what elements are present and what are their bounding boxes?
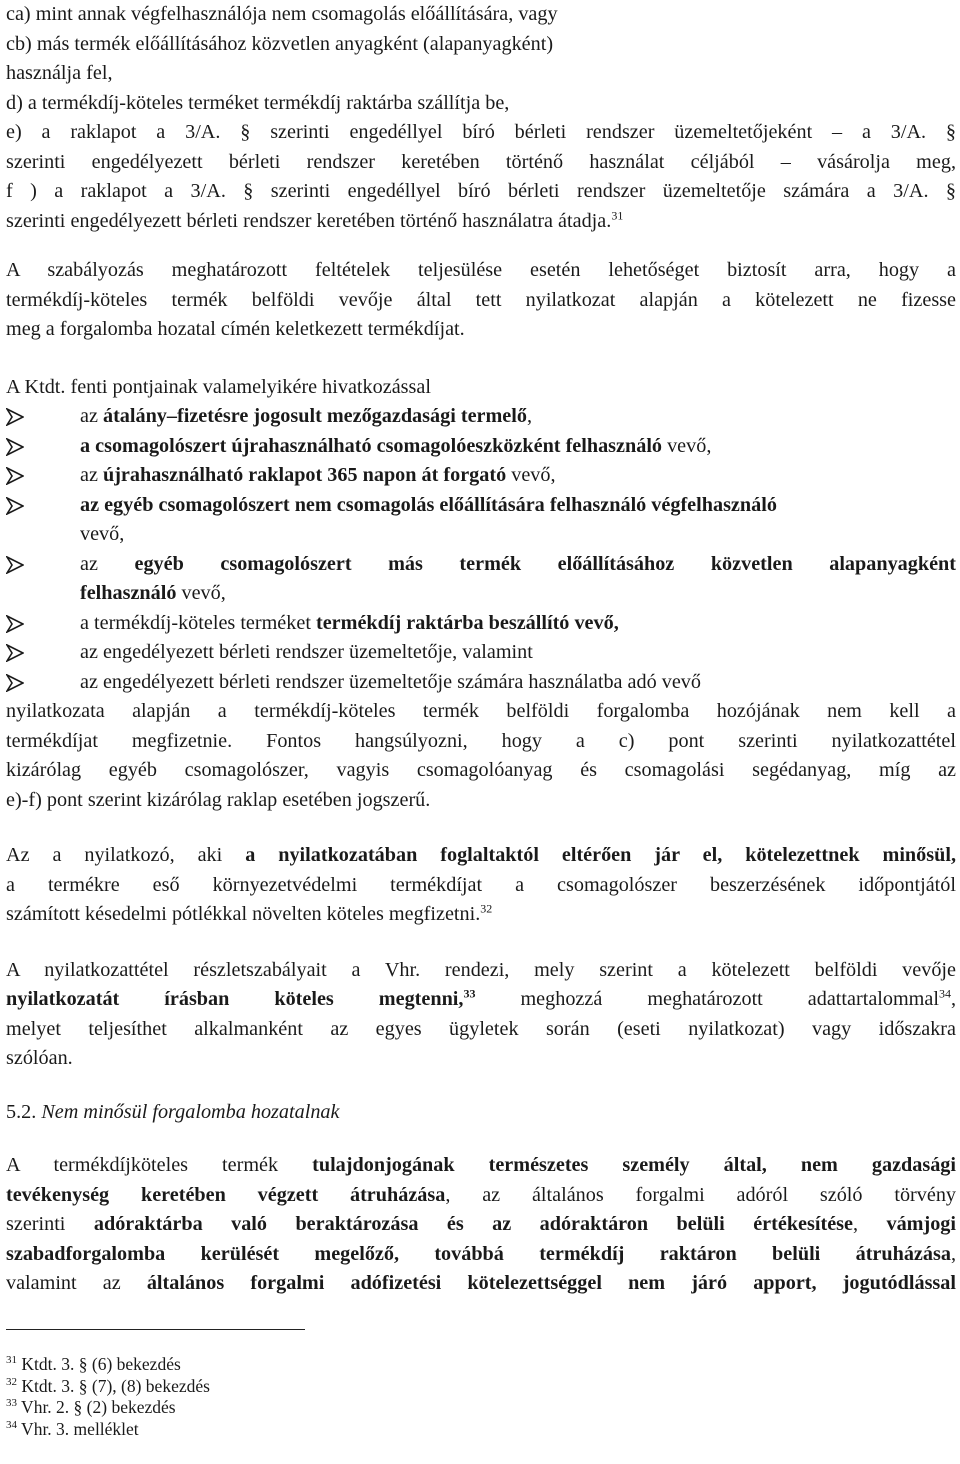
footnote-text: Vhr. 2. § (2) bekezdés xyxy=(17,1397,176,1417)
bullet-bold: az egyéb csomagolószert nem csomagolás előállítására felhasználó végfelhasználó xyxy=(80,493,777,516)
section-number: 5.2. xyxy=(6,1100,37,1123)
arrowhead-bullet-icon xyxy=(6,467,24,485)
para5-bold: tulajdonjogának természetes személy által, nem gazdasági xyxy=(312,1154,956,1176)
arrowhead-bullet-icon xyxy=(6,615,24,633)
bullet-pre: az engedélyezett bérleti rendszer üzemeltetője számára használatba adó vevő xyxy=(80,670,701,693)
footnote-text: Ktdt. 3. § (6) bekezdés xyxy=(17,1354,181,1374)
para4-post: meghozzá meghatározott adattartalommal xyxy=(475,988,939,1010)
footnote-34 xyxy=(6,1419,606,1441)
bullet-bold: újrahasználható raklapot 365 napon át forgató xyxy=(102,464,507,486)
para5-line xyxy=(6,1269,956,1299)
para3-line: a termékre eső környezetvédelmi termékdíjat a csomagolószer beszerzésének időpontjától xyxy=(6,873,956,896)
para3-bold: a nyilatkozatában foglaltaktól eltérően jár el, kötelezettnek minősül, xyxy=(245,844,956,866)
bullet-item xyxy=(6,609,956,639)
para3-pre: Az a nyilatkozó, aki xyxy=(6,844,246,866)
bullet-item xyxy=(6,668,956,698)
bullet-cont: vevő, xyxy=(80,523,125,545)
arrowhead-bullet-icon xyxy=(6,556,24,574)
para5-bold: szabadforgalomba kerülését megelőző, továbbá termékdíj raktáron belüli átruházása xyxy=(6,1242,951,1265)
para5-pre: valamint az xyxy=(6,1272,147,1294)
bullet-item xyxy=(6,461,956,491)
para5-line xyxy=(6,1210,956,1240)
para5-bold: tevékenység keretében végzett átruházása xyxy=(6,1183,446,1206)
footnote-num: 32 xyxy=(6,1375,17,1388)
bullet-cont-post: vevő, xyxy=(176,582,226,604)
section-heading xyxy=(6,1098,956,1128)
item-f: f ) a raklapot a 3/A. § szerinti engedéllyel bíró bérleti rendszer üzemeltetője számára a 3/A. § xyxy=(6,180,956,202)
footnote-ref-32[interactable]: 32 xyxy=(480,901,493,916)
bullet-pre: az engedélyezett bérleti rendszer üzemeltetője, valamint xyxy=(80,641,533,663)
para4-line xyxy=(6,985,956,1015)
para4-bold: nyilatkozatát írásban köteles megtenni, xyxy=(6,988,464,1010)
para1-line: meg a forgalomba hozatal címén keletkezett termékdíjat. xyxy=(6,318,465,340)
footnote-text: Vhr. 3. melléklet xyxy=(17,1418,139,1439)
item-e: e) a raklapot a 3/A. § szerinti engedéllyel bíró bérleti rendszer üzemeltetőjeként – a 3/A. § xyxy=(6,121,956,143)
bullet-post: vevő, xyxy=(662,434,712,457)
para5-line xyxy=(6,1181,956,1211)
para5-pre: A termékdíjköteles termék xyxy=(6,1154,313,1176)
para1-line: termékdíj-köteles termék belföldi vevője által tett nyilatkozat alapján a kötelezett ne fizesse xyxy=(6,288,956,311)
footnote-num: 31 xyxy=(6,1354,17,1367)
bullet-bold: a csomagolószert újrahasználható csomagolóeszközként felhasználó xyxy=(80,434,663,457)
para2-line: kizárólag egyéb csomagolószer, vagyis csomagolóanyag és csomagolási segédanyag, míg az xyxy=(6,759,956,781)
para5-bold: általános forgalmi adófizetési kötelezettséggel nem járó apport, jogutódlással xyxy=(146,1272,956,1294)
bullet-post: , xyxy=(526,405,533,427)
footnote-31 xyxy=(6,1354,606,1376)
footnote-divider xyxy=(6,1329,305,1330)
para1-line: A szabályozás meghatározott feltételek teljesülése esetén lehetőséget biztosít arra, hogy a xyxy=(6,259,956,281)
footnote-text: Ktdt. 3. § (7), (8) bekezdés xyxy=(17,1375,210,1396)
para5-post: , xyxy=(950,1242,956,1265)
item-f-cont-text: szerinti engedélyezett bérleti rendszer keretében történő használatra átadja. xyxy=(6,209,612,232)
para4-line: A nyilatkozattétel részletszabályait a Vhr. rendezi, mely szerint a kötelezett belföldi vevője xyxy=(6,958,956,981)
footnote-num: 34 xyxy=(6,1418,17,1431)
main-text xyxy=(6,0,956,1299)
para5-post: , xyxy=(852,1213,887,1235)
footnote-ref-34[interactable]: 34 xyxy=(938,986,951,1001)
item-ca: ca) mint annak végfelhasználója nem csomagolás előállítására, vagy xyxy=(6,3,558,25)
para5-bold: vámjogi xyxy=(886,1213,956,1235)
para3-text: számított késedelmi pótlékkal növelten köteles megfizetni. xyxy=(6,903,481,925)
item-d: d) a termékdíj-köteles terméket termékdíj raktárba szállítja be, xyxy=(6,91,510,114)
footnote-33 xyxy=(6,1397,606,1419)
section-title: Nem minősül forgalomba hozatalnak xyxy=(41,1100,340,1123)
bullet-bold: egyéb csomagolószert más termék előállításához közvetlen alapanyagként xyxy=(134,552,956,575)
para3-line xyxy=(6,900,956,930)
bullet-cont-bold: felhasználó xyxy=(80,582,177,604)
bullet-bold: átalány–fizetésre jogosult mezőgazdasági termelő xyxy=(102,405,527,427)
bullet-pre: az xyxy=(80,405,103,427)
bullet-item xyxy=(6,491,956,521)
arrowhead-bullet-icon xyxy=(6,674,24,692)
bullet-item xyxy=(6,638,956,668)
item-e-cont: szerinti engedélyezett bérleti rendszer keretében történő használat céljából – vásárolja meg, xyxy=(6,150,956,173)
para4-line: melyet teljesíthet alkalmanként az egyes ügyletek során (eseti nyilatkozat) vagy időszakra xyxy=(6,1017,956,1040)
bullet-cont xyxy=(6,579,956,609)
para5-bold: adóraktárba való beraktározása és az adóraktáron belüli értékesítése xyxy=(93,1213,853,1235)
bullet-pre: az xyxy=(80,464,103,486)
item-cb-cont: használja fel, xyxy=(6,62,113,84)
para2-line: termékdíjat megfizetnie. Fontos hangsúlyozni, hogy a c) pont szerinti nyilatkozattétel xyxy=(6,729,956,752)
arrowhead-bullet-icon xyxy=(6,408,24,426)
ktdt-intro: A Ktdt. fenti pontjainak valamelyikére hivatkozással xyxy=(6,375,431,398)
bullet-post: vevő, xyxy=(506,464,556,486)
footnotes xyxy=(6,1354,606,1440)
bullet-bold: termékdíj raktárba beszállító vevő, xyxy=(315,611,619,634)
bullet-item xyxy=(6,432,956,462)
para3-line xyxy=(6,841,956,871)
para5-pre: szerinti xyxy=(6,1213,94,1235)
para2-line: nyilatkozata alapján a termékdíj-köteles termék belföldi forgalomba hozójának nem kell a xyxy=(6,700,956,722)
footnote-ref-33[interactable]: 33 xyxy=(463,986,476,1001)
bullet-pre: a termékdíj-köteles terméket xyxy=(80,611,316,634)
bullet-item xyxy=(6,550,956,580)
bullet-pre: az xyxy=(80,552,135,575)
item-cb: cb) más termék előállításához közvetlen anyagként (alapanyagként) xyxy=(6,32,554,55)
para4-line: szólóan. xyxy=(6,1047,73,1069)
para5-post: , az általános forgalmi adóról szóló törvény xyxy=(445,1183,956,1206)
footnote-num: 33 xyxy=(6,1397,17,1410)
item-f-cont xyxy=(6,207,956,237)
para5-line xyxy=(6,1240,956,1270)
bullet-item xyxy=(6,402,956,432)
footnote-32 xyxy=(6,1376,606,1398)
para4-end: , xyxy=(950,988,956,1010)
arrowhead-bullet-icon xyxy=(6,438,24,456)
arrowhead-bullet-icon xyxy=(6,644,24,662)
arrowhead-bullet-icon xyxy=(6,497,24,515)
footnote-ref-31[interactable]: 31 xyxy=(611,207,624,222)
para5-line xyxy=(6,1151,956,1181)
para2-line: e)-f) pont szerint kizárólag raklap esetében jogszerű. xyxy=(6,788,431,811)
